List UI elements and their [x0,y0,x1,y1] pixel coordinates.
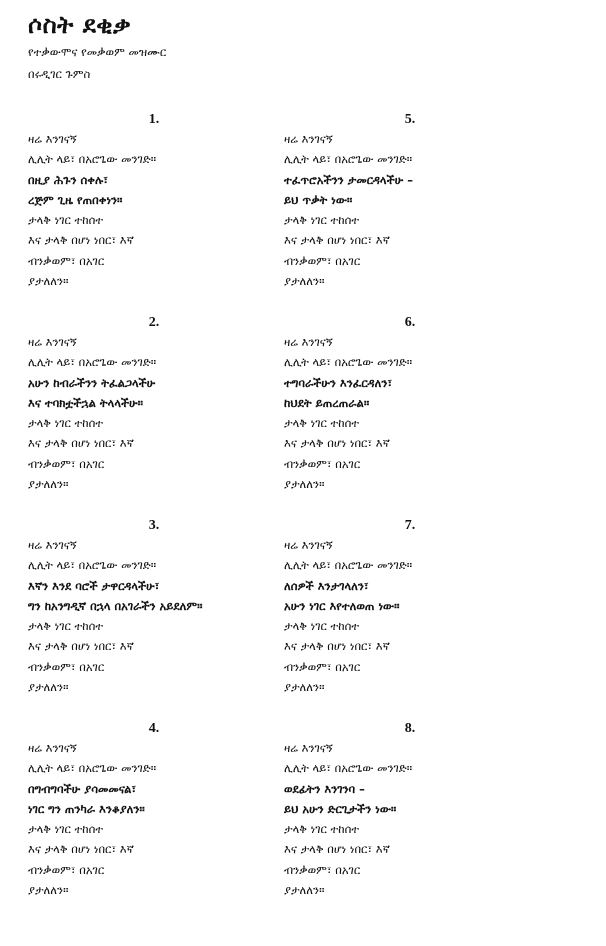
verse-line: ሊሊት ላይ፣ በአሮጌው መንገድ። [28,558,157,573]
verse-line: ተግባራችሁን እንፈርዳለን፣ [284,375,393,390]
verse-line: ያታለለን። [284,680,325,695]
verse-line: ያታለለን። [284,274,325,289]
verse-line: ብንቃወም፣ በአገር [28,456,105,471]
stanza-number: 2. [148,315,160,330]
verse-line: ሊሊት ላይ፣ በአሮጌው መንገድ። [284,761,413,776]
verse-line: እና ታላቅ በሆነ ነበር፣ እኛ [28,639,134,654]
verse-line: ዛሬ እንገናኝ [284,132,333,146]
verse-line: ታላቅ ነገር ተከሰተ [284,619,360,634]
verse-line: ሊሊት ላይ፣ በአሮጌው መንገድ። [28,152,157,167]
verse-line: ያታለለን። [28,477,69,492]
verse-line: እና ታላቅ በሆነ ነበር፣ እኛ [28,436,134,451]
stanza-4 [28,720,280,900]
verse-line: ወደፊትን እንገንባ – [284,781,365,796]
verse-line: ብንቃወም፣ በአገር [284,253,361,268]
stanza-7 [284,517,536,697]
verse-line: ታላቅ ነገር ተከሰተ [284,416,360,431]
verse-line: ያታለለን። [28,883,69,898]
verse-line: ብንቃወም፣ በአገር [284,862,361,877]
verse-line: ዛሬ እንገናኝ [28,335,77,349]
verse-line: ታላቅ ነገር ተከሰተ [284,213,360,228]
verse-line: ታላቅ ነገር ተከሰተ [28,213,104,228]
verse-line: ለሰዎች እንታገላለን፣ [284,578,369,593]
stanza-number: 6. [404,315,416,330]
verse-line: ታላቅ ነገር ተከሰተ [28,416,104,431]
verse-line: በዚያ ሕጉን ሰቀሉ፣ [28,172,108,187]
verse-line: ከህደት ይጠረጠራል። [284,395,370,410]
verse-line: ሊሊት ላይ፣ በአሮጌው መንገድ። [284,152,413,167]
stanza-number: 3. [148,518,160,533]
stanza-number: 8. [404,721,416,736]
stanza-8 [284,720,536,900]
verse-line: ይህ አሁን ድርጊታችን ነው። [284,801,397,816]
verse-line: ዛሬ እንገናኝ [28,538,77,552]
verse-line: ያታለለን። [284,883,325,898]
verse-line: ብንቃወም፣ በአገር [28,253,105,268]
verse-line: ሊሊት ላይ፣ በአሮጌው መንገድ። [28,355,157,370]
verse-line: አሁን ከብራችንን ትፈልጋላችሁ [28,375,156,390]
stanza-2 [28,314,280,494]
verse-line: ብንቃወም፣ በአገር [28,862,105,877]
verse-line: ዛሬ እንገናኝ [284,741,333,755]
verse-line: ተፈጥሮአችንን ታመርዳላችሁ – [284,172,413,187]
verse-line: ዛሬ እንገናኝ [284,538,333,552]
verse-line: ብንቃወም፣ በአገር [284,659,361,674]
verse-line: ይህ ጥቃት ነው። [284,192,353,207]
verse-line: ሊሊት ላይ፣ በአሮጌው መንገድ። [284,355,413,370]
verse-line: ረጅም ጊዜ የጠበቀነን። [28,192,123,207]
stanza-number: 7. [404,518,416,533]
verse-line: እና ታላቅ በሆነ ነበር፣ እኛ [28,842,134,857]
verse-line: ያታለለን። [284,477,325,492]
verse-line: ታላቅ ነገር ተከሰተ [284,822,360,837]
verse-line: እና ታላቅ በሆነ ነበር፣ እኛ [284,233,390,248]
verse-line: ዛሬ እንገናኝ [28,741,77,755]
stanza-1 [28,111,280,291]
verse-line: እና ተባክቷችኋል ትላላችሁ። [28,395,143,410]
verse-line: ያታለለን። [28,274,69,289]
verse-line: እና ታላቅ በሆነ ነበር፣ እኛ [284,842,390,857]
page-title: ሶስት ደቂቃ [28,11,132,39]
author-line: በሩዲገር ጉምስ [28,67,91,81]
verse-line: ሊሊት ላይ፣ በአሮጌው መንገድ። [28,761,157,776]
subtitle: የተቃውሞና የመቃወም መዝሙር [28,45,167,59]
verse-line: ብንቃወም፣ በአገር [28,659,105,674]
stanza-6 [284,314,536,494]
verse-line: ያታለለን። [28,680,69,695]
verse-line: እና ታላቅ በሆነ ነበር፣ እኛ [284,639,390,654]
stanza-5 [284,111,536,291]
verse-line: ግን ከአንግዲኛ በኋላ በአገራችን አይደለም። [28,598,203,613]
stanza-3 [28,517,280,697]
verse-line: እና ታላቅ በሆነ ነበር፣ እኛ [284,436,390,451]
stanza-number: 1. [148,112,160,127]
verse-line: አሁን ነገር እየተለወጠ ነው። [284,598,400,613]
verse-line: በግብግባችሁ ያሳመመናል፣ [28,781,137,796]
verse-line: ብንቃወም፣ በአገር [284,456,361,471]
verse-line: ታላቅ ነገር ተከሰተ [28,619,104,634]
verse-line: ታላቅ ነገር ተከሰተ [28,822,104,837]
verse-line: ዛሬ እንገናኝ [28,132,77,146]
stanza-number: 4. [148,721,160,736]
verse-line: ነገር ግን ጠንካራ እንቆያለን። [28,801,145,816]
verse-line: እና ታላቅ በሆነ ነበር፣ እኛ [28,233,134,248]
stanza-number: 5. [404,112,416,127]
verse-line: ዛሬ እንገናኝ [284,335,333,349]
verse-line: ሊሊት ላይ፣ በአሮጌው መንገድ። [284,558,413,573]
verse-line: እኛን እንደ ባሮች ታዋርዳላችሁ፣ [28,578,160,593]
